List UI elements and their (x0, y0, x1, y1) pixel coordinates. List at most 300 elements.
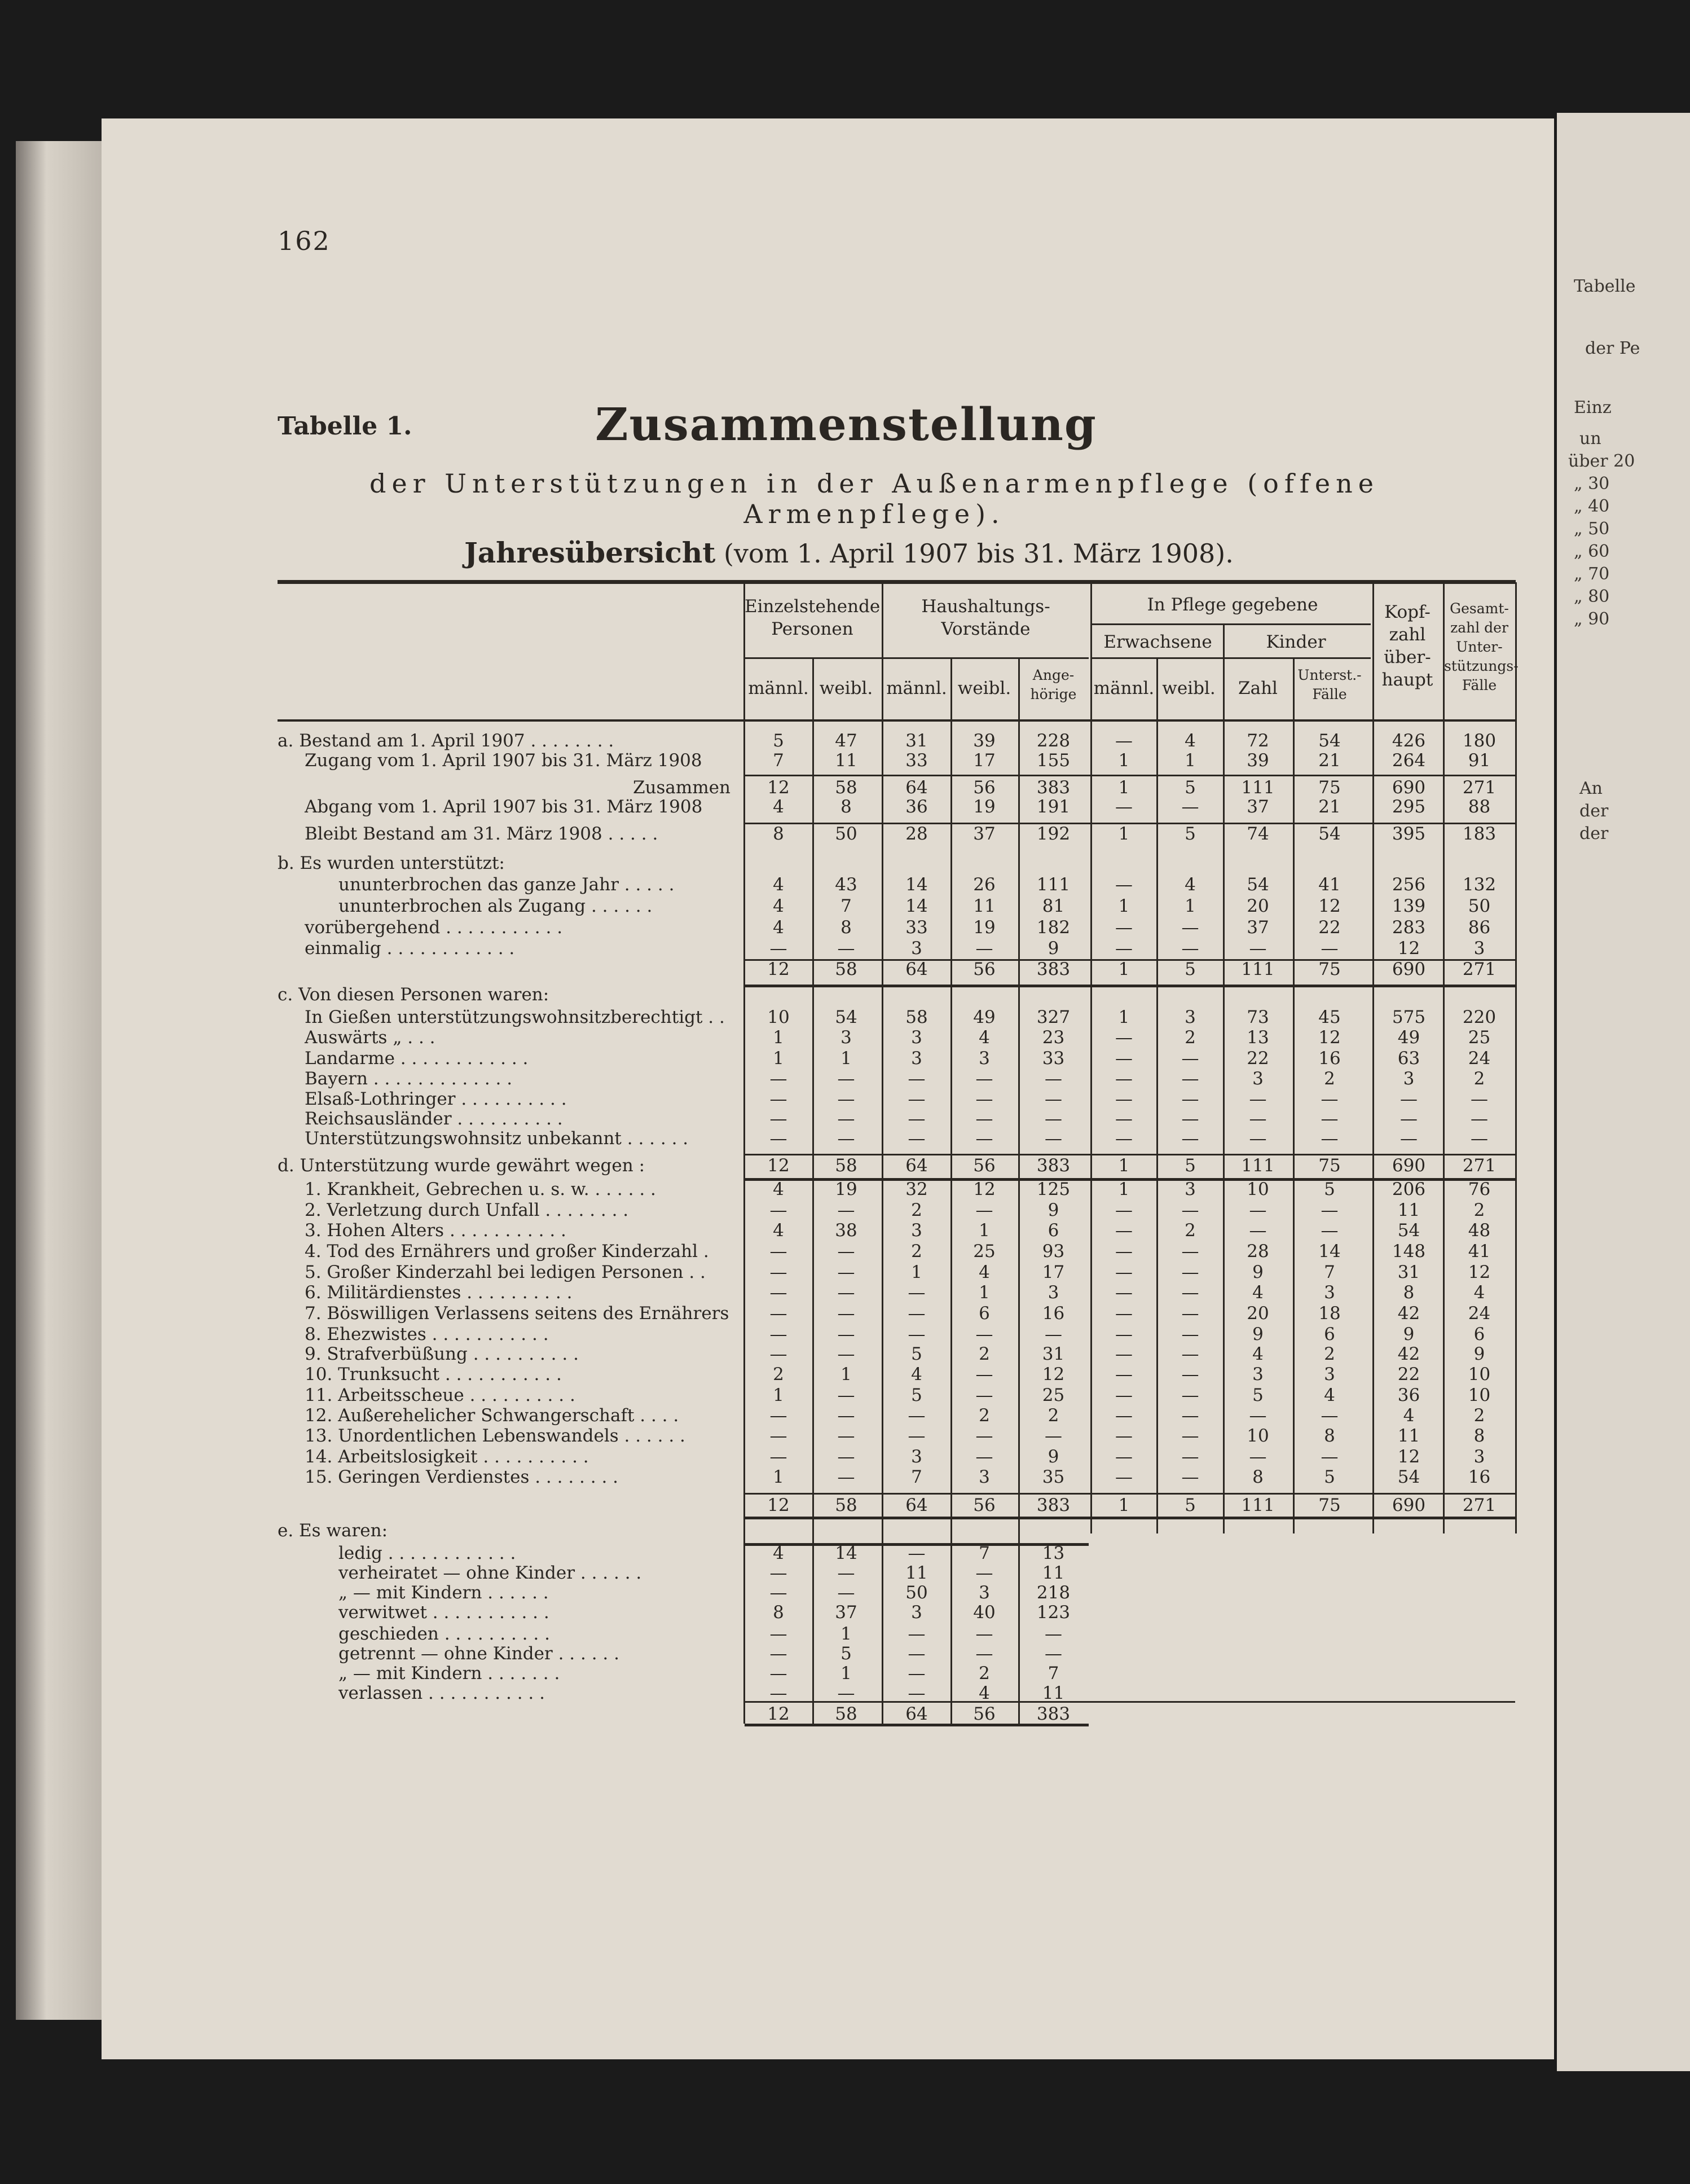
table-cell: 25 (1042, 1385, 1065, 1405)
table-cell: 39 (973, 731, 996, 751)
table-cell: 64 (905, 959, 928, 979)
table-cell: — (1115, 1282, 1133, 1303)
row-label: ununterbrochen als Zugang . . . . . . (338, 896, 653, 916)
table-cell: 45 (1318, 1007, 1341, 1027)
table-cell: 218 (1036, 1583, 1071, 1603)
table-cell: 58 (835, 777, 857, 798)
table-cell: 37 (973, 824, 996, 844)
table-cell: 63 (1397, 1048, 1420, 1069)
table-cell: 1 (773, 1467, 784, 1487)
table-cell: — (908, 1683, 926, 1703)
header-in-pflege: In Pflege gegebene (1147, 595, 1318, 615)
row-label: Bayern . . . . . . . . . . . . . (305, 1069, 513, 1089)
table-cell: 111 (1241, 1155, 1275, 1176)
table-cell: 24 (1468, 1303, 1491, 1324)
table-cell: 4 (1185, 875, 1196, 895)
table-cell: — (975, 1563, 993, 1583)
table-cell: 12 (767, 1155, 790, 1176)
table-cell: — (1181, 1200, 1199, 1220)
table-cell: 8 (1252, 1467, 1264, 1487)
table-cell: 58 (835, 1155, 857, 1176)
table-cell: 3 (1473, 1447, 1485, 1467)
table-cell: 2 (1324, 1344, 1335, 1364)
table-cell: 54 (835, 1007, 857, 1027)
table-cell: 575 (1392, 1007, 1426, 1027)
table-cell: 139 (1392, 896, 1426, 916)
table-cell: 383 (1036, 1495, 1071, 1515)
table-cell: — (1181, 1048, 1199, 1069)
table-cell: — (769, 1426, 787, 1446)
table-cell: — (1249, 1220, 1267, 1241)
table-cell: 36 (905, 797, 928, 817)
table-cell: 3 (911, 1447, 922, 1467)
table-cell: 383 (1036, 959, 1071, 979)
table-cell: — (975, 1364, 993, 1385)
table-cell: — (769, 1282, 787, 1303)
table-cell: — (837, 1405, 855, 1426)
table-cell: 75 (1318, 777, 1341, 798)
table-cell: — (1321, 1089, 1339, 1109)
table-cell: 111 (1036, 875, 1071, 895)
table-cell: 42 (1397, 1344, 1420, 1364)
table-cell: 2 (773, 1364, 784, 1385)
table-cell: 2 (1473, 1405, 1485, 1426)
table-cell: — (1115, 1048, 1133, 1069)
table-cell: 192 (1036, 824, 1071, 844)
table-cell: — (1321, 1405, 1339, 1426)
table-cell: 426 (1392, 731, 1426, 751)
table-cell: 9 (1473, 1344, 1485, 1364)
table-cell: 295 (1392, 797, 1426, 817)
table-cell: 4 (979, 1027, 990, 1048)
table-cell: — (1115, 1027, 1133, 1048)
header-zahl: Zahl (1238, 678, 1278, 698)
table-cell: 2 (1185, 1027, 1196, 1048)
header-subrule (1092, 623, 1371, 625)
table-cell: 8 (840, 917, 852, 938)
table-cell: 21 (1318, 750, 1341, 771)
table-cell: 48 (1468, 1220, 1491, 1241)
row-label: 14. Arbeitslosigkeit . . . . . . . . . . (305, 1447, 589, 1467)
table-cell: 3 (840, 1027, 852, 1048)
table-cell: 33 (905, 750, 928, 771)
table-cell: 14 (905, 896, 928, 916)
sum-rule (745, 1493, 1515, 1495)
table-cell: 111 (1241, 1495, 1275, 1515)
table-cell: 22 (1397, 1364, 1420, 1385)
table-cell: — (837, 1282, 855, 1303)
table-cell: — (908, 1128, 926, 1149)
row-label: 13. Unordentlichen Lebenswandels . . . . . . (305, 1426, 685, 1446)
table-cell: — (975, 1385, 993, 1405)
table-cell: 18 (1318, 1303, 1341, 1324)
table-cell: — (837, 1344, 855, 1364)
table-cell: 1 (1118, 1155, 1130, 1176)
double-rule (745, 985, 1515, 987)
table-cell: 4 (773, 1179, 784, 1199)
table-cell: 1 (840, 1663, 852, 1684)
table-cell: 50 (905, 1583, 928, 1603)
table-cell: — (975, 1624, 993, 1644)
table-cell: 7 (1324, 1262, 1335, 1282)
table-cell: — (769, 1644, 787, 1664)
table-cell: 3 (1403, 1069, 1415, 1089)
row-label: Elsaß-Lothringer . . . . . . . . . . (305, 1089, 567, 1109)
table-cell: 2 (1324, 1069, 1335, 1089)
table-cell: — (908, 1644, 926, 1664)
table-cell: 73 (1247, 1007, 1269, 1027)
table-cell: 4 (1252, 1282, 1264, 1303)
table-cell: 271 (1462, 959, 1497, 979)
table-cell: 75 (1318, 1155, 1341, 1176)
table-cell: 23 (1042, 1027, 1065, 1048)
table-cell: 2 (1473, 1200, 1485, 1220)
row-label: a. Bestand am 1. April 1907 . . . . . . . . (278, 731, 614, 751)
table-cell: — (1115, 1220, 1133, 1241)
table-cell: — (769, 1563, 787, 1583)
row-label: Bleibt Bestand am 31. März 1908 . . . . . (305, 824, 658, 844)
table-cell: 58 (835, 959, 857, 979)
sum-rule (745, 775, 1515, 776)
table-cell: 31 (1042, 1344, 1065, 1364)
table-cell: 4 (911, 1364, 922, 1385)
table-cell: 191 (1036, 797, 1071, 817)
table-cell: 4 (773, 1543, 784, 1563)
row-label: 10. Trunksucht . . . . . . . . . . . (305, 1364, 562, 1385)
table-cell: — (769, 1583, 787, 1603)
table-cell: — (769, 1241, 787, 1262)
table-cell: — (769, 1405, 787, 1426)
table-cell: 4 (1473, 1282, 1485, 1303)
table-cell: 37 (1247, 797, 1269, 817)
table-cell: 10 (1468, 1364, 1491, 1385)
table-cell: 155 (1036, 750, 1071, 771)
table-cell: — (1181, 1282, 1199, 1303)
table-cell: 327 (1036, 1007, 1071, 1027)
table-cell: 4 (773, 917, 784, 938)
table-cell: 220 (1462, 1007, 1497, 1027)
table-cell: 11 (973, 896, 996, 916)
table-cell: 228 (1036, 731, 1071, 751)
table-cell: 264 (1392, 750, 1426, 771)
table-cell: — (1181, 1467, 1199, 1487)
table-cell: — (975, 1069, 993, 1089)
row-label: b. Es wurden unterstützt: (278, 853, 505, 873)
column-divider (1515, 582, 1517, 1533)
table-cell: 383 (1036, 1155, 1071, 1176)
header-kinder: Kinder (1266, 632, 1326, 652)
header-angehoerige: Ange-hörige (1030, 667, 1077, 702)
table-cell: 76 (1468, 1179, 1491, 1199)
table-cell: 5 (1185, 959, 1196, 979)
table-cell: 2 (1473, 1069, 1485, 1089)
table-cell: 5 (1185, 824, 1196, 844)
row-label: 1. Krankheit, Gebrechen u. s. w. . . . . . . (305, 1179, 656, 1199)
table-cell: 7 (911, 1467, 922, 1487)
table-cell: — (1045, 1324, 1062, 1344)
table-cell: — (975, 938, 993, 959)
table-cell: 19 (835, 1179, 857, 1199)
table-cell: 2 (979, 1344, 990, 1364)
row-label: ununterbrochen das ganze Jahr . . . . . (338, 875, 675, 895)
table-cell: — (1321, 1128, 1339, 1149)
table-cell: — (769, 1683, 787, 1703)
table-cell: — (1249, 1089, 1267, 1109)
table-cell: 32 (905, 1179, 928, 1199)
table-cell: 4 (979, 1683, 990, 1703)
table-cell: 5 (1185, 1495, 1196, 1515)
next-page-text: „ 30 (1574, 474, 1610, 494)
table-cell: — (1249, 1405, 1267, 1426)
table-cell: — (1249, 1200, 1267, 1220)
period-dates: (vom 1. April 1907 bis 31. März 1908). (723, 538, 1234, 569)
table-cell: — (837, 1089, 855, 1109)
table-cell: 3 (1185, 1007, 1196, 1027)
table-cell: 1 (1118, 1495, 1130, 1515)
table-cell: 1 (840, 1048, 852, 1069)
table-cell: 6 (1473, 1324, 1485, 1344)
table-cell: — (837, 1069, 855, 1089)
table-cell: — (769, 1303, 787, 1324)
period-heading (440, 536, 1258, 569)
page-title: Zusammenstellung (595, 398, 1097, 451)
table-cell: 125 (1036, 1179, 1071, 1199)
table-cell: 132 (1462, 875, 1497, 895)
table-cell: 10 (1247, 1179, 1269, 1199)
table-cell: 2 (979, 1663, 990, 1684)
table-cell: 64 (905, 1495, 928, 1515)
table-cell: 11 (1397, 1200, 1420, 1220)
table-cell: — (1321, 1447, 1339, 1467)
table-cell: — (1181, 1405, 1199, 1426)
header-haushaltungs: Haushaltungs-Vorstände (921, 596, 1050, 639)
next-page-text: „ 50 (1574, 519, 1610, 539)
table-cell: — (837, 1683, 855, 1703)
row-label: getrennt — ohne Kinder . . . . . . (338, 1644, 619, 1664)
table-cell: 12 (1318, 896, 1341, 916)
table-cell: — (908, 1624, 926, 1644)
table-cell: 74 (1247, 824, 1269, 844)
table-cell: 4 (773, 896, 784, 916)
table-cell: 12 (1397, 1447, 1420, 1467)
table-cell: 4 (773, 797, 784, 817)
table-cell: — (1249, 1128, 1267, 1149)
table-cell: 9 (1048, 1200, 1059, 1220)
table-cell: 283 (1392, 917, 1426, 938)
table-cell: 9 (1048, 938, 1059, 959)
table-cell: — (975, 1200, 993, 1220)
table-cell: 6 (1048, 1220, 1059, 1241)
table-cell: 21 (1318, 797, 1341, 817)
row-label: Auswärts „ . . . (305, 1027, 435, 1048)
table-cell: — (837, 1324, 855, 1344)
table-cell: 182 (1036, 917, 1071, 938)
table-cell: 7 (840, 896, 852, 916)
row-label: 11. Arbeitsscheue . . . . . . . . . . (305, 1385, 575, 1405)
table-cell: 690 (1392, 959, 1426, 979)
table-cell: 1 (1118, 959, 1130, 979)
table-cell: 93 (1042, 1241, 1065, 1262)
table-cell: — (769, 1447, 787, 1467)
row-label: geschieden . . . . . . . . . . (338, 1624, 550, 1644)
table-cell: 24 (1468, 1048, 1491, 1069)
table-cell: — (1045, 1109, 1062, 1129)
table-cell: 39 (1247, 750, 1269, 771)
table-cell: 47 (835, 731, 857, 751)
table-cell: — (908, 1663, 926, 1684)
table-cell: — (1115, 1069, 1133, 1089)
row-label: 3. Hohen Alters . . . . . . . . . . . (305, 1220, 566, 1241)
table-cell: 3 (1048, 1282, 1059, 1303)
table-cell: 1 (979, 1220, 990, 1241)
table-cell: — (1321, 1200, 1339, 1220)
table-cell: — (1181, 1109, 1199, 1129)
next-page-text: über 20 (1568, 451, 1635, 471)
table-cell: 3 (1473, 938, 1485, 959)
table-cell: 14 (835, 1543, 857, 1563)
table-cell: 50 (1468, 896, 1491, 916)
table-cell: 41 (1318, 875, 1341, 895)
header-kopfzahl: Kopf-zahl über-haupt (1381, 602, 1433, 690)
table-cell: 383 (1036, 777, 1071, 798)
table-cell: — (908, 1282, 926, 1303)
table-cell: 1 (1118, 1007, 1130, 1027)
table-cell: 206 (1392, 1179, 1426, 1199)
table-cell: 148 (1392, 1241, 1426, 1262)
table-cell: 50 (835, 824, 857, 844)
table-cell: 5 (911, 1385, 922, 1405)
table-cell: 41 (1468, 1241, 1491, 1262)
table-cell: 38 (835, 1220, 857, 1241)
table-cell: 3 (911, 938, 922, 959)
next-page-text: der (1579, 801, 1609, 821)
table-cell: 8 (1403, 1282, 1415, 1303)
row-label: Abgang vom 1. April 1907 bis 31. März 1908 (305, 797, 703, 817)
next-page-text: „ 90 (1574, 609, 1610, 629)
table-cell: — (1115, 1303, 1133, 1324)
table-cell: — (769, 1324, 787, 1344)
table-cell: 2 (911, 1241, 922, 1262)
table-cell: 37 (1247, 917, 1269, 938)
row-label: Zusammen (633, 777, 730, 798)
table-cell: 690 (1392, 777, 1426, 798)
table-cell: — (1115, 1089, 1133, 1109)
table-cell: — (769, 1344, 787, 1364)
table-cell: 12 (1468, 1262, 1491, 1282)
table-cell: 256 (1392, 875, 1426, 895)
row-label: In Gießen unterstützungswohnsitzberechtigt . . (305, 1007, 725, 1027)
table-cell: 12 (1318, 1027, 1341, 1048)
table-cell: 5 (1324, 1179, 1335, 1199)
table-cell: 91 (1468, 750, 1491, 771)
table-cell: 75 (1318, 959, 1341, 979)
table-cell: 12 (1397, 938, 1420, 959)
table-cell: — (1115, 1200, 1133, 1220)
table-cell: 1 (1118, 824, 1130, 844)
row-label: 8. Ehezwistes . . . . . . . . . . . (305, 1324, 549, 1344)
next-page-text: der (1579, 824, 1609, 843)
table-cell: 1 (840, 1624, 852, 1644)
next-page-text: „ 40 (1574, 496, 1610, 516)
row-label: Zugang vom 1. April 1907 bis 31. März 1908 (305, 750, 702, 771)
table-cell: 271 (1462, 777, 1497, 798)
header-subrule (1092, 657, 1371, 659)
table-cell: 11 (905, 1563, 928, 1583)
table-cell: — (1249, 1109, 1267, 1129)
table-cell: — (1115, 1262, 1133, 1282)
table-cell: — (1321, 938, 1339, 959)
next-page-fragment (1557, 113, 1690, 2071)
row-label: „ — mit Kindern . . . . . . . (338, 1663, 560, 1684)
table-cell: — (975, 1447, 993, 1467)
table-cell: 56 (973, 1155, 996, 1176)
next-page-text: der Pe (1585, 339, 1640, 358)
table-cell: 58 (835, 1495, 857, 1515)
row-label: Landarme . . . . . . . . . . . . (305, 1048, 529, 1069)
table-cell: — (837, 1262, 855, 1282)
header-gesamtzahl: Gesamt-zahl der Unter-stützungs-Fälle (1444, 600, 1519, 693)
row-label: verheiratet — ohne Kinder . . . . . . (338, 1563, 642, 1583)
table-cell: 7 (773, 750, 784, 771)
table-cell: 13 (1247, 1027, 1269, 1048)
row-label: „ — mit Kindern . . . . . . (338, 1583, 549, 1603)
table-cell: 1 (1118, 777, 1130, 798)
table-cell: 1 (1118, 1179, 1130, 1199)
table-cell: — (837, 1385, 855, 1405)
table-cell: 7 (1048, 1663, 1059, 1684)
table-cell: — (1400, 1128, 1418, 1149)
table-cell: 12 (767, 777, 790, 798)
row-label: verlassen . . . . . . . . . . . (338, 1683, 545, 1703)
table-cell: 58 (905, 1007, 928, 1027)
period-bold: Jahresübersicht (464, 536, 716, 569)
table-cell: — (1181, 1069, 1199, 1089)
table-cell: — (1471, 1089, 1488, 1109)
table-cell: — (1181, 1089, 1199, 1109)
header-maennl-3: männl. (1093, 678, 1155, 698)
table-cell: — (769, 1089, 787, 1109)
table-cell: 3 (911, 1027, 922, 1048)
row-label: vorübergehend . . . . . . . . . . . (305, 917, 563, 938)
table-header-rule (278, 719, 1516, 722)
table-cell: 33 (1042, 1048, 1065, 1069)
table-cell: 12 (767, 1704, 790, 1724)
table-cell: 1 (1118, 750, 1130, 771)
table-cell: — (769, 1262, 787, 1282)
next-page-text: „ 60 (1574, 542, 1610, 561)
table-cell: 8 (773, 824, 784, 844)
table-cell: 271 (1462, 1155, 1497, 1176)
table-cell: — (837, 1447, 855, 1467)
table-cell: — (1115, 797, 1133, 817)
table-cell: — (1181, 1447, 1199, 1467)
table-cell: — (1045, 1624, 1062, 1644)
table-cell: 12 (973, 1179, 996, 1199)
table-cell: 7 (979, 1543, 990, 1563)
table-cell: 2 (1048, 1405, 1059, 1426)
table-cell: 11 (1042, 1683, 1065, 1703)
table-cell: — (1181, 1364, 1199, 1385)
page-number: 162 (278, 226, 331, 256)
table-cell: — (1181, 1385, 1199, 1405)
table-cell: — (837, 1426, 855, 1446)
header-einzelstehende: Einzelstehende Personen (745, 596, 881, 639)
table-cell: 54 (1318, 731, 1341, 751)
table-cell: 37 (835, 1602, 857, 1623)
header-maennl-2: männl. (886, 678, 947, 698)
table-cell: — (908, 1543, 926, 1563)
table-cell: — (837, 1563, 855, 1583)
